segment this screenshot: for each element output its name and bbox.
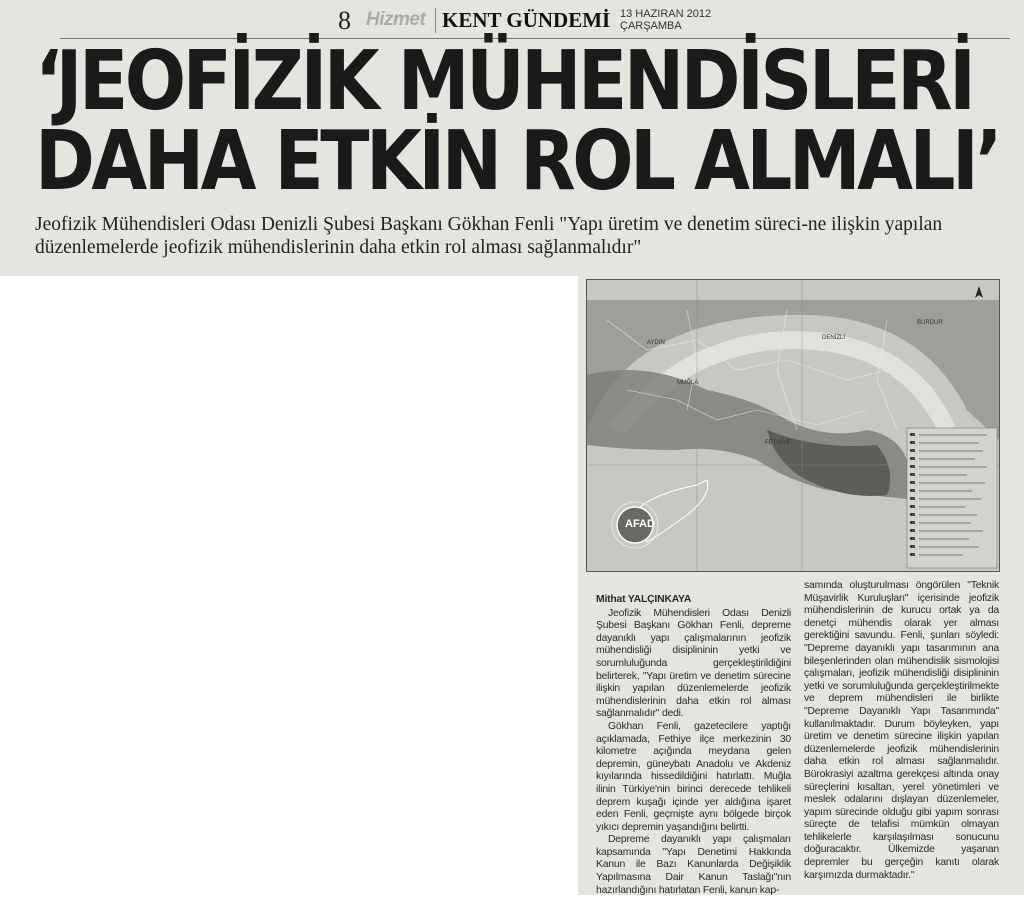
subheadline: Jeofizik Mühendisleri Odası Denizli Şubesi Başkanı Gökhan Fenli "Yapı üretim ve denetim süreci-ne ilişkin yapılan düzenlemelerde jeofizik mühendislerinin daha etkin rol alması sağlanmalıdır" [35,214,943,258]
map-place-label: DENİZLİ [822,335,846,341]
headline-line-2: DAHA ETKİN ROL ALMALI’ [35,114,1000,209]
headline-line-1: ‘JEOFİZİK MÜHENDİSLERİ [35,34,973,129]
map-place-label: FETHİYE [765,440,791,446]
article-column-1 [596,594,791,897]
article-paragraph: Gökhan Fenli, gazetecilere yaptığı açıklamada, Fethiye ilçe merkezinin 30 kilometre açığında meydana gelen depremin, güneybatı Anadolu ve Akdeniz kıyılarında hissedildiğini hatırlattı. Muğla ilinin Türkiye'nin birinci derecede tehlikeli deprem kuşağı içinde yer aldığına işaret eden Fenli, geçmişte aynı bölgede birçok yıkıcı depremin yaşandığını belirtti. [596,720,791,833]
article-paragraph: Depreme dayanıklı yapı çalışmaları kapsamında "Yapı Denetimi Hakkında Kanun ile Bazı Kanunlarda Değişiklik Yapılmasına Dair Kanun Taslağı"nın hazırlandığını hatırlatan Fenli, kanun kap- [596,834,791,896]
blank-area [0,276,578,895]
seismic-map-figure [586,279,1000,572]
page-number: 8 [338,6,351,35]
section-title: KENT GÜNDEMİ [435,8,610,33]
map-place-label: BURDUR [917,320,943,326]
article-paragraph: samında oluşturulması öngörülen "Teknik Müşavirlik Kuruluşları" içerisinde jeofizik mühendislerinin de kurucu ortak ya da denetçi mühendis olarak yer alması gerektiğini savundu. Fenli, şunları söyledi: "Depreme dayanıklı yapı tasarımının ana bileşenlerinden olan mühendislik sismolojisi çalışmaları, jeofizik mühendisliği disiplininin yetki ve sorumluluğunda gerçekleştirilmekte ve deprem mühendisleri ile birlikte "Depreme Dayanıklı Yapı Tasarımında" kullanılmaktadır. Durum böyleyken, yapı üretim ve denetim sürecine ilişkin yapılan düzenlemelerde jeofizik mühendislerinin daha etkin rol alması sağlanmalıdır. Bürokrasiyi azaltma gerekçesi altında onay süreçlerini kısaltan, yerel yönetimleri ve meslek odalarını dışlayan düzenlemeler, yapım sürecinde olduğu gibi yapım sonrası süreçte de telafisi mümkün olmayan tehlikelerle karşılaşılması sonucunu doğuracaktır. Ülkemizde yaşanan depremler bu gerçeğin kanıtı olarak karşımızda durmaktadır." [804,580,999,881]
article-column-2 [804,580,999,882]
issue-weekday: ÇARŞAMBA [620,20,682,32]
afad-logo-text: AFAD [625,518,655,530]
article-body [596,580,1012,896]
article-paragraph: Jeofizik Mühendisleri Odası Denizli Şubesi Başkanı Gökhan Fenli, depreme dayanıklı yapı çalışmalarının jeofizik mühendisliği disiplininin yetki ve sorumluluğunda gerçekleştirildiğini belirterek, "Yapı üretim ve denetim sürecine ilişkin yapılan düzenlemelerde jeofizik mühendislerinin daha etkin rol alması sağlanmalıdır" dedi. [596,607,791,720]
date-block [620,8,711,32]
byline: Mithat YALÇINKAYA [596,594,692,605]
map-place-label: MUĞLA [677,380,699,386]
issue-date: 13 HAZIRAN 2012 [620,8,712,20]
headline [35,34,1000,209]
map-place-label: AYDIN [647,340,665,346]
newspaper-brand: Hizmet [366,9,426,30]
